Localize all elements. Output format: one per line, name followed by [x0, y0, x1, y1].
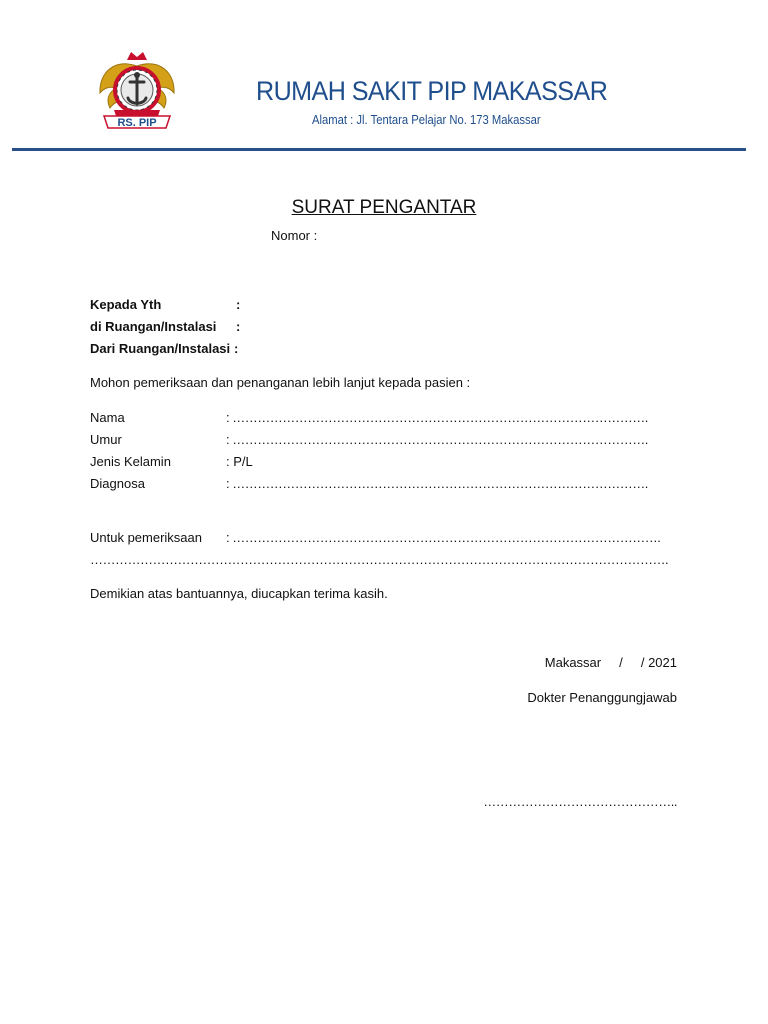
addressee-colon: :: [234, 341, 239, 356]
hospital-name: RUMAH SAKIT PIP MAKASSAR: [256, 76, 608, 106]
header-divider: [12, 148, 746, 151]
addressee-label: Kepada Yth: [90, 297, 162, 312]
nomor-label: Nomor :: [271, 228, 318, 243]
exam-label: Untuk pemeriksaan: [90, 530, 202, 545]
addressee-colon: :: [236, 297, 241, 312]
signer-title: Dokter Penanggungjawab: [527, 690, 677, 705]
field-value: : ……………………………………………………………………………………….: [226, 432, 648, 447]
logo-text: RS. PIP: [117, 117, 157, 129]
field-value: : ……………………………………………………………………………………….: [226, 476, 648, 491]
field-label: Umur: [90, 432, 122, 447]
field-label: Diagnosa: [90, 476, 145, 491]
field-value: : ……………………………………………………………………………………….: [226, 410, 648, 425]
field-value: : P/L: [226, 454, 253, 469]
field-label: Nama: [90, 410, 125, 425]
letter-title: SURAT PENGANTAR: [291, 197, 477, 218]
hospital-logo: [94, 48, 180, 138]
signature-line: ………………………………………..: [483, 794, 677, 809]
exam-continuation: ………………………………………………………………………………………………………………………….: [90, 552, 669, 567]
addressee-colon: :: [236, 319, 241, 334]
exam-value: : ………………………………………………………………………………………….: [226, 530, 661, 545]
field-label: Jenis Kelamin: [90, 454, 171, 469]
hospital-address: Alamat : Jl. Tentara Pelajar No. 173 Makassar: [312, 113, 541, 127]
place-date: Makassar / / 2021: [544, 655, 677, 670]
request-text: Mohon pemeriksaan dan penanganan lebih lanjut kepada pasien :: [90, 375, 471, 390]
addressee-label: Dari Ruangan/Instalasi: [90, 341, 231, 356]
closing-text: Demikian atas bantuannya, diucapkan terima kasih.: [90, 586, 388, 601]
addressee-label: di Ruangan/Instalasi: [90, 319, 217, 334]
